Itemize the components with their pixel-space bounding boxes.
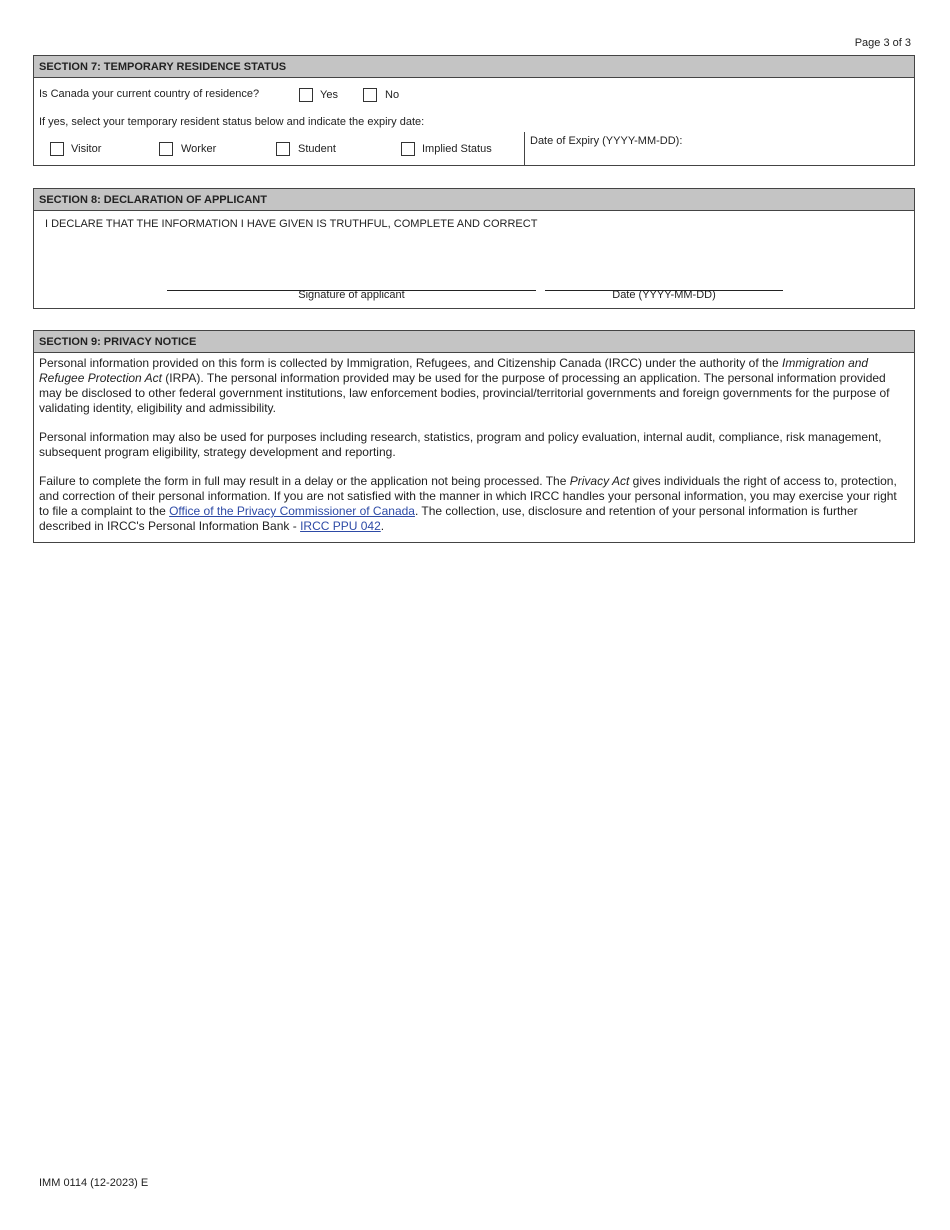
- worker-label: Worker: [181, 143, 217, 155]
- irpa-act-title: Immigration and Refugee Protection Act: [39, 356, 869, 385]
- residence-question: Is Canada your current country of residence?: [39, 88, 260, 100]
- section-9-title: SECTION 9: PRIVACY NOTICE: [34, 331, 914, 353]
- section-7-title: SECTION 7: TEMPORARY RESIDENCE STATUS: [34, 56, 914, 78]
- yes-checkbox[interactable]: [299, 88, 313, 102]
- privacy-paragraph-1: [39, 356, 908, 416]
- section-8-title: SECTION 8: DECLARATION OF APPLICANT: [34, 189, 914, 211]
- implied-status-label: Implied Status: [422, 143, 492, 155]
- ircc-ppu-042-link[interactable]: IRCC PPU 042: [300, 519, 381, 533]
- visitor-checkbox[interactable]: [50, 142, 64, 156]
- section-declaration: [33, 188, 915, 309]
- p3-text-c: . The collection, use, disclosure and retention of your personal information is further described in IRCC's Personal Information Bank -: [39, 504, 858, 533]
- privacy-act-title: Privacy Act: [569, 474, 630, 488]
- implied-status-checkbox[interactable]: [401, 142, 415, 156]
- yes-label: Yes: [320, 89, 338, 101]
- worker-checkbox[interactable]: [159, 142, 173, 156]
- date-label: Date (YYYY-MM-DD): [612, 289, 716, 301]
- privacy-paragraph-3: [39, 474, 908, 534]
- page-number: Page 3 of 3: [854, 37, 911, 49]
- privacy-commissioner-link[interactable]: Office of the Privacy Commissioner of Canada: [169, 504, 415, 518]
- section-privacy-notice: [33, 330, 915, 543]
- student-label: Student: [298, 143, 336, 155]
- student-checkbox[interactable]: [276, 142, 290, 156]
- privacy-paragraph-2: Personal information may also be used for purposes including research, statistics, program and policy evaluation, internal audit, compliance, risk management, subsequent program eligibility, strategy development and reporting.: [39, 430, 882, 459]
- declaration-date-field[interactable]: [545, 264, 783, 290]
- section-temporary-residence: [33, 55, 915, 166]
- form-number: IMM 0114 (12-2023) E: [39, 1177, 149, 1189]
- p3-text-b: gives individuals the right of access to, protection, and correction of their personal information. If you are not satisfied with the manner in which IRCC handles your personal information, you may exercise your right to file a complaint to the: [39, 474, 897, 518]
- p3-text-a: Failure to complete the form in full may result in a delay or the application not being processed. The: [39, 474, 570, 488]
- no-label: No: [385, 89, 400, 101]
- declaration-text: I DECLARE THAT THE INFORMATION I HAVE GIVEN IS TRUTHFUL, COMPLETE AND CORRECT: [45, 218, 538, 230]
- signature-field[interactable]: [167, 264, 536, 290]
- expiry-date-label: Date of Expiry (YYYY-MM-DD):: [530, 135, 683, 147]
- signature-label: Signature of applicant: [298, 289, 405, 301]
- no-checkbox[interactable]: [363, 88, 377, 102]
- p1-text-a: Personal information provided on this form is collected by Immigration, Refugees, and Citizenship Canada (IRCC) under the authority of the: [39, 356, 783, 370]
- status-instruction: If yes, select your temporary resident status below and indicate the expiry date:: [39, 116, 425, 128]
- privacy-notice-body: [34, 353, 914, 540]
- visitor-label: Visitor: [71, 143, 102, 155]
- expiry-date-field[interactable]: [525, 149, 913, 165]
- p3-text-d: .: [380, 519, 385, 533]
- p1-text-b: (IRPA). The personal information provided may be used for the purpose of processing an application. The personal information provided may be disclosed to other federal government institutions, law enforcement bodies, provincial/territorial governments and foreign governments for the purpose of validating identity, eligibility and admissibility.: [39, 371, 890, 415]
